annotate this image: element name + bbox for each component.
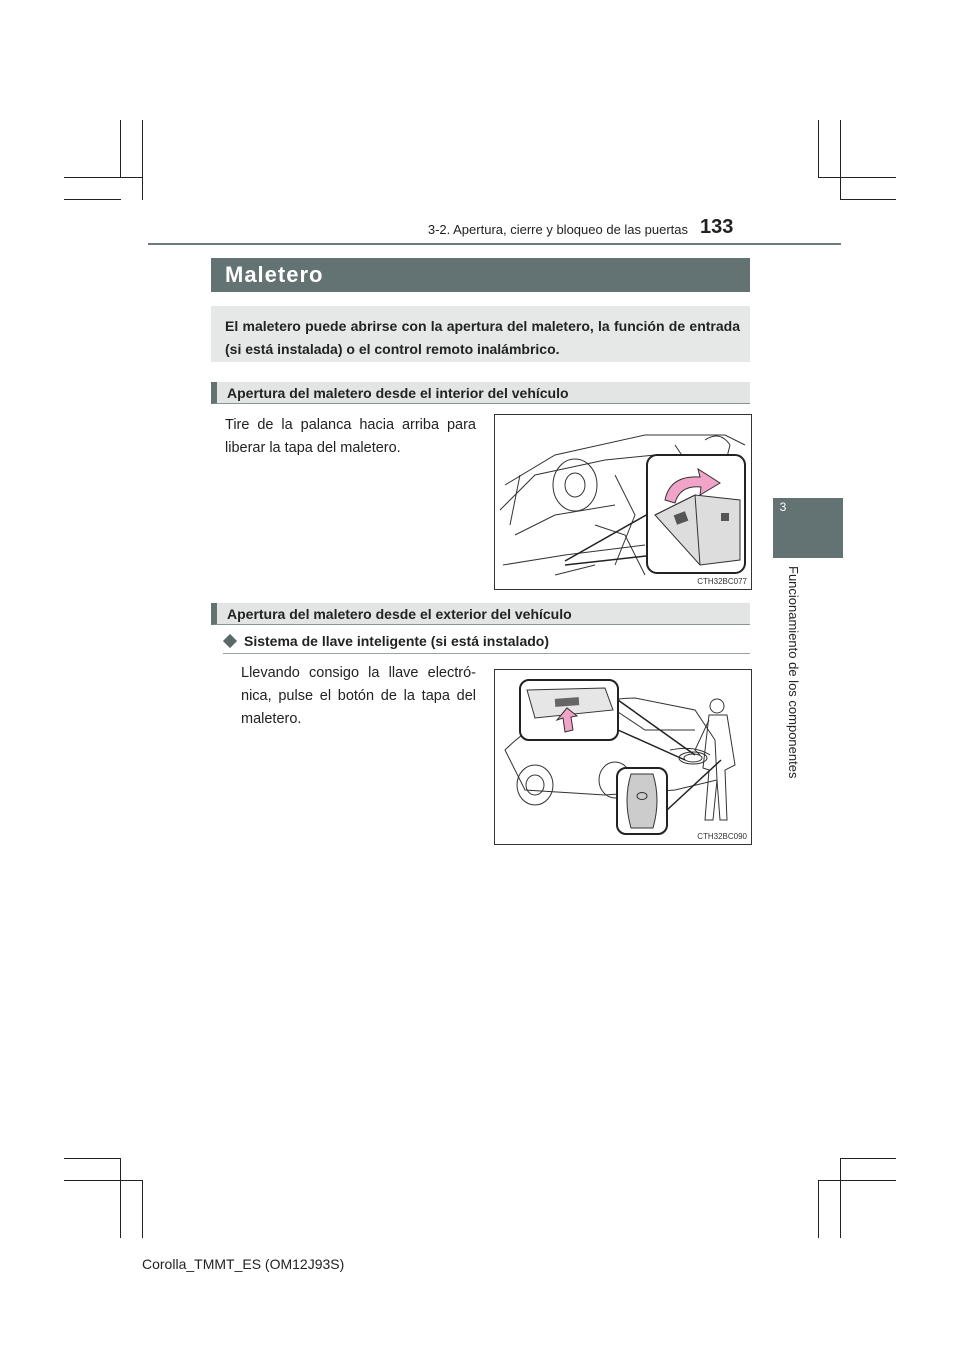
crop-mark <box>840 1158 896 1159</box>
crop-mark <box>120 120 121 178</box>
page-title <box>211 258 750 292</box>
crop-mark <box>64 1158 121 1159</box>
section-path: 3-2. Apertura, cierre y bloqueo de las puertas <box>427 222 688 237</box>
crop-mark <box>142 120 143 200</box>
crop-mark <box>64 199 121 200</box>
crop-mark <box>142 1180 143 1238</box>
crop-mark <box>818 1180 819 1238</box>
crop-mark <box>818 1180 896 1181</box>
crop-mark <box>840 199 896 200</box>
bullet-heading <box>223 633 549 649</box>
subheading-interior: Apertura del maletero desde el interior del vehículo <box>211 382 750 404</box>
intro-text: El maletero puede abrirse con la apertura del maletero, la función de entrada (si está instalada) o el control remoto inalámbrico. <box>225 318 740 357</box>
crop-mark <box>120 1158 121 1238</box>
page-title-text: Maletero <box>225 262 324 287</box>
page-number: 133 <box>700 216 734 238</box>
crop-mark <box>818 177 896 178</box>
crop-mark <box>64 1180 143 1181</box>
intro-box <box>211 306 750 362</box>
interior-illustration <box>495 415 751 589</box>
exterior-instructions: Llevando consigo la llave electrónica, pulse el botón de la tapa del maletero. <box>241 665 476 727</box>
exterior-illustration <box>495 670 751 844</box>
bullet-rule <box>223 653 750 654</box>
crop-mark <box>840 120 841 200</box>
chapter-label: Funcionamiento de los componentes <box>786 566 801 779</box>
subheading-exterior: Apertura del maletero desde el exterior del vehículo <box>211 603 750 625</box>
crop-mark <box>64 177 143 178</box>
figure-code: CTH32BC090 <box>697 832 747 841</box>
bullet-text: Sistema de llave inteligente (si está instalado) <box>244 633 549 649</box>
diamond-bullet-icon <box>223 634 237 648</box>
footer-model: Corolla_TMMT_ES (OM12J93S) <box>142 1256 345 1272</box>
interior-figure <box>494 414 752 590</box>
header-rule <box>148 243 841 245</box>
chapter-number: 3 <box>779 500 787 514</box>
crop-mark <box>818 120 819 178</box>
figure-code: CTH32BC077 <box>697 577 747 586</box>
interior-instructions: Tire de la palanca hacia arriba para liberar la tapa del maletero. <box>225 417 476 456</box>
exterior-figure <box>494 669 752 845</box>
crop-mark <box>840 1158 841 1238</box>
